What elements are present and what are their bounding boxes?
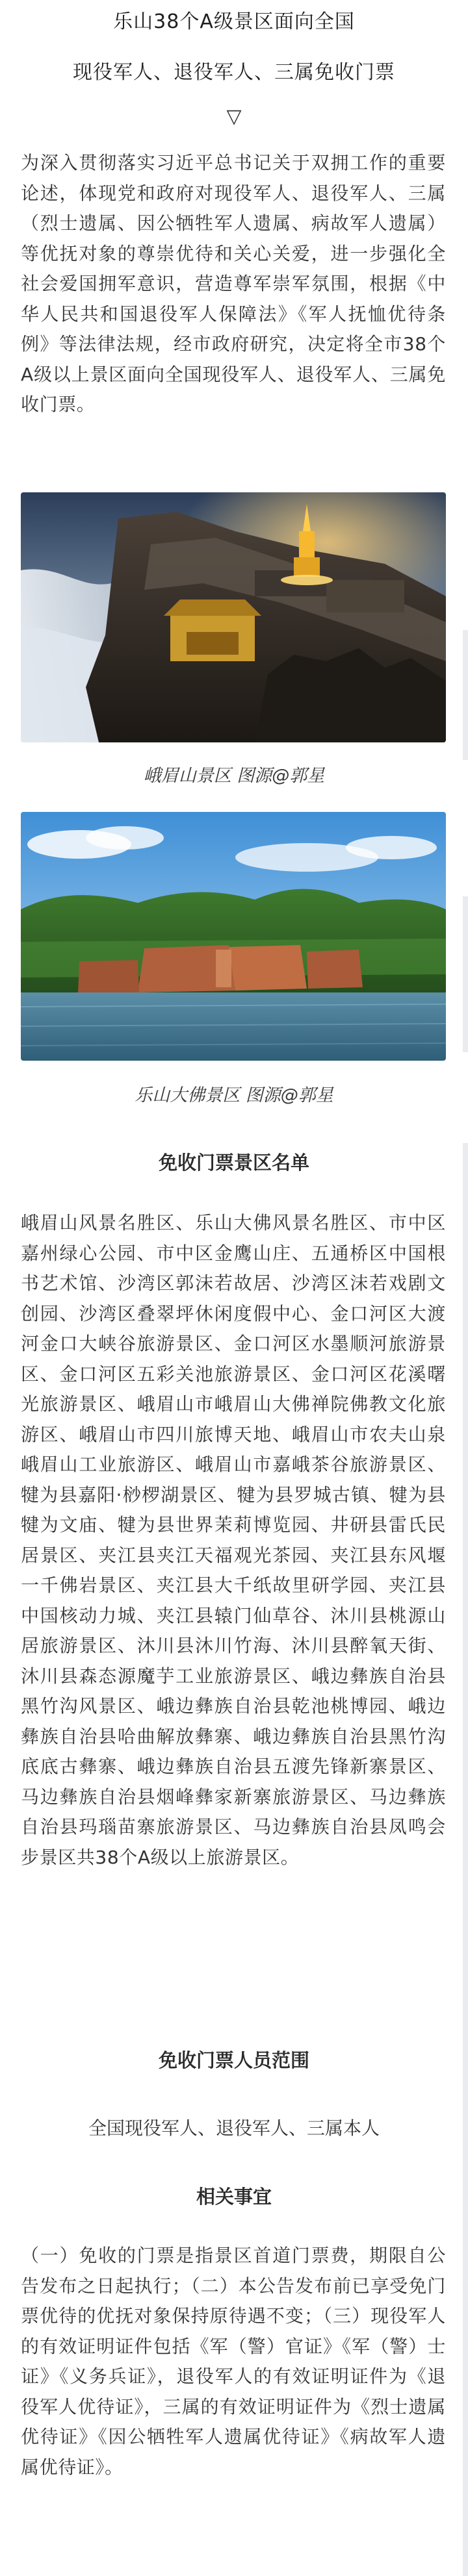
- article-title-line-2: 现役军人、退役军人、三属免收门票: [73, 61, 395, 84]
- scroll-rail-segment: [463, 630, 468, 760]
- leshan-giant-buddha-photo-caption: 乐山大佛景区 图源@郭星: [135, 1085, 333, 1105]
- article-title-line-1: 乐山38个A级景区面向全国: [113, 10, 355, 33]
- down-triangle-icon: ▽: [226, 105, 242, 128]
- related-matters-heading: 相关事宜: [196, 2186, 272, 2208]
- emeishan-photo: [21, 492, 446, 742]
- scroll-rail-segment: [463, 896, 468, 1052]
- eligible-people-text: 全国现役军人、退役军人、三属本人: [88, 2117, 380, 2139]
- scenic-list-heading: 免收门票景区名单: [158, 1152, 309, 1174]
- emeishan-photo-caption: 峨眉山景区 图源@郭星: [143, 766, 325, 786]
- related-matters-paragraph: （一）免收的门票是指景区首道门票费，期限自公告发布之日起执行；（二）本公告发布前已享受免门票优待的优抚对象保持原待遇不变；（三）现役军人的有效证明证件包括《军（警）官证》《军（警）士证》《义务兵证》，退役军人的有效证明证件为《退役军人优待证》，三属的有效证明证件为《烈士遗属优待证》《因公牺牲军人遗属优待证》《病故军人遗属优待证》。: [21, 2245, 446, 2478]
- scenic-list-paragraph: 峨眉山风景名胜区、乐山大佛风景名胜区、市中区嘉州绿心公园、市中区金鹰山庄、五通桥区中国根书艺术馆、沙湾区郭沫若故居、沙湾区沫若戏剧文创园、沙湾区叠翠坪休闲度假中心、金口河区大渡河金口大峡谷旅游景区、金口河区水墨顺河旅游景区、金口河区五彩关池旅游景区、金口河区花溪曙光旅游景区、峨眉山市峨眉山大佛禅院佛教文化旅游区、峨眉山市四川旅博天地、峨眉山市农夫山泉峨眉山工业旅游区、峨眉山市嘉峨茶谷旅游景区、犍为县嘉阳·桫椤湖景区、犍为县罗城古镇、犍为县犍为文庙、犍为县世界茉莉博览园、井研县雷氏民居景区、夹江县夹江天福观光茶园、夹江县东风堰一千佛岩景区、夹江县大千纸故里研学园、夹江县中国核动力城、夹江县辕门仙草谷、沐川县桃源山居旅游景区、沐川县沐川竹海、沐川县醉氧天街、沐川县森态源魔芋工业旅游景区、峨边彝族自治县黑竹沟风景区、峨边彝族自治县乾池桃博园、峨边彝族自治县哈曲解放彝寨、峨边彝族自治县黑竹沟底底古彝寨、峨边彝族自治县五渡先锋新寨景区、马边彝族自治县烟峰彝家新寨旅游景区、马边彝族自治县玛瑙苗寨旅游景区、马边彝族自治县凤鸣会步景区共38个A级以上旅游景区。: [21, 1212, 446, 1868]
- intro-paragraph: 为深入贯彻落实习近平总书记关于双拥工作的重要论述，体现党和政府对现役军人、退役军人、三属（烈士遗属、因公牺牲军人遗属、病故军人遗属）等优抚对象的尊崇优待和关心关爱，进一步强化全社会爱国拥军意识，营造尊军崇军氛围，根据《中华人民共和国退役军人保障法》《军人抚恤优待条例》等法律法规，经市政府研究，决定将全市38个A级以上景区面向全国现役军人、退役军人、三属免收门票。: [21, 152, 446, 415]
- eligible-people-heading: 免收门票人员范围: [158, 2049, 309, 2071]
- scroll-rail-segment: [463, 1143, 468, 2576]
- leshan-giant-buddha-photo: [21, 812, 446, 1061]
